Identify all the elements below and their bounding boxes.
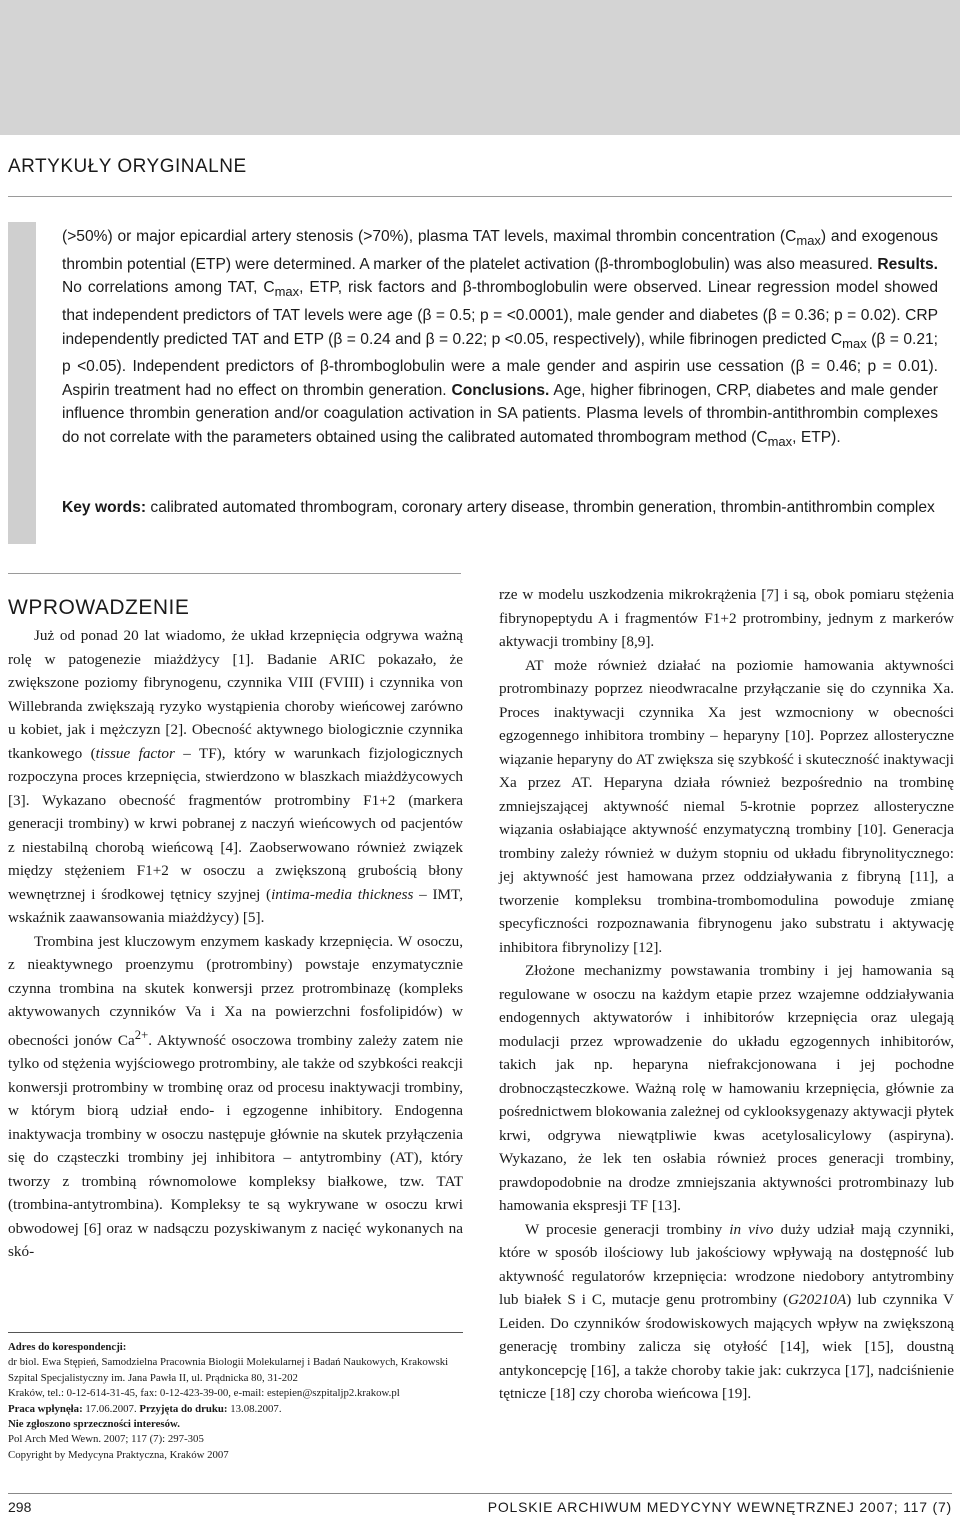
abstract-side-bar	[8, 222, 36, 544]
intro-heading: WPROWADZENIE	[8, 596, 190, 619]
page-number: 298	[8, 1499, 32, 1515]
results-label: Results.	[877, 255, 938, 273]
intro-paragraph-2: Trombina jest kluczowym enzymem kaskady krzepnięcia. W osoczu, z nieaktywnego proenzymu (protrombiny) powstaje enzymatycznie czynna trombina na skutek konwersji przez protrombinazę (kompleks aktywowanych czynników Va i Xa na powierzchni fosfolipidów) w obecności jonów $Ca^{2+}$. Aktywność osoczowa trombiny zależy zatem nie tylko od stężenia wyjściowego protrombiny, ale także od szybkości reakcji konwersji protrombiny w trombinę oraz od procesu inaktywacji trombiny, w którym biorą udział endo- i egzogenne inhibitory. Endogenna inaktywacja trombiny w osoczu następuje głównie na skutek przyłączenia się do cząsteczki trombiny jej inhibitora – antytrombiny (AT), który tworzy z trombiną równomolowe kompleksy białkowe, tzw. TAT (trombina-antytrombina). Kompleksy te są wykrywane w osoczu krwi obwodowej [6] oraz w nadsączu pozyskiwanym z nacięć wykonanych na skó-	[8, 932, 463, 1261]
left-column	[8, 624, 463, 1264]
intro-paragraph-5: Złożone mechanizmy powstawania trombiny i jej hamowania są regulowane w osoczu na każdym etapie przez wzajemne oddziaływania endogennych aktywatorów i inhibitorów krzepnięcia oraz ulegają modulacji przez wprowadzenie do układu egzogennych inhibitorów, takich jak np. heparyna niefrakcjonowana i jej pochodne drobnocząsteczkowe. Ważną rolę w hamowaniu krzepnięcia, głównie za pośrednictwem blokowania zależnej od cyklooksygenazy aktywacji płytek krwi, odgrywa niewątpliwie kwas acetylosalicylowy (aspiryna). Wykazano, że lek ten osłabia również proces generacji trombiny, prawdopodobnie na drodze zmniejszania aktywności protrombinazy lub hamowania ekspresji TF [13].	[499, 962, 954, 1214]
intro-paragraph-6: W procesie generacji trombiny in vivo duży udział mają czynniki, które w sposób ilościowy lub jakościowy wpływają na dostępność lub aktywność regulatorów krzepnięcia: wrodzone niedobory antytrombiny lub białek S i C, mutacje genu protrombiny (G20210A) lub czynnika V Leiden. Do czynników środowiskowych mających wpływ na zwiększoną generację trombiny zalicza się otyłość [14], wiek [15], doustną antykoncepcję [16], a także choroby takie jak: cukrzyca [17], nadciśnienie tętnicze [18] czy choroba wieńcowa [19].	[499, 1220, 954, 1402]
keywords: Key words: calibrated automated thrombogram, coronary artery disease, thrombin generation, thrombin-antithrombin complex	[62, 499, 935, 516]
right-column	[499, 583, 954, 1406]
abstract-text: (>50%) or major epicardial artery stenosis (>70%), plasma TAT levels, maximal thrombin concentration $(C_{max})$ and exogenous thrombin potential (ETP) were determined. A marker of the platelet activation (β-thromboglobulin) was also measured. Results. No correlations among TAT, $C_{max}$, ETP, risk factors and β-thromboglobulin were observed. Linear regression model showed that independent predictors of TAT levels were age (β = 0.5; p = <0.0001), male gender and diabetes (β = 0.36; p = 0.02). CRP independently predicted TAT and ETP (β = 0.24 and β = 0.22; p <0.05, respectively), while fibrinogen predicted $C_{max}$ (β = 0.21; p <0.05). Independent predictors of β-thromboglobulin were a male gender and aspirin use cessation (β = 0.46; p = 0.01). Aspirin treatment had no effect on thrombin generation. Conclusions. Age, higher fibrinogen, CRP, diabetes and male gender influence thrombin generation and/or coagulation activation in SA patients. Plasma levels of thrombin-antithrombin complexes do not correlate with the parameters obtained using the calibrated automated thrombogram method ($C_{max}$, ETP).	[62, 228, 939, 450]
section-label: ARTYKUŁY ORYGINALNE	[8, 156, 247, 177]
abstract-rule	[8, 196, 952, 197]
correspondence-footnote: Adres do korespondencji: dr biol. Ewa Stępień, Samodzielna Pracownia Biologii Molekularnej i Badań Naukowych, Krakowski Szpital Specjalistyczny im. Jana Pawła II, ul. Prądnicka 80, 31-202 Kraków, tel.: 0-12-614-31-45, fax: 0-12-423-39-00, e-mail: estepien@szpitaljp2.krakow.pl Praca wpłynęła: 17.06.2007. Przyjęta do druku: 13.08.2007. Nie zgłoszono sprzeczności interesów. Pol Arch Med Wewn. 2007; 117 (7): 297-305 Copyright by Medycyna Praktyczna, Kraków 2007	[8, 1341, 449, 1461]
journal-name: POLSKIE ARCHIWUM MEDYCYNY WEWNĘTRZNEJ 2007; 117 (7)	[487, 1499, 952, 1515]
footnote-rule	[8, 1332, 463, 1333]
intro-paragraph-4: AT może również działać na poziomie hamowania aktywności protrombinazy poprzez nieodwracalne przyłączanie się do czynnika Xa. Proces inaktywacji czynnika Xa jest wzmocniony w obecności egzogennego inhibitora trombiny – heparyny [10]. Poprzez allosteryczne wiązanie heparyny do AT zwiększa się szybkość i skuteczność inaktywacji Xa przez AT. Heparyna działa również bezpośrednio na trombinę zmniejszającej aktywność niemal 5-krotnie poprzez allosteryczne wiązania osłabiające aktywność enzymatyczną trombiny [10]. Generacja trombiny zależy również w dużym stopniu od układu fibrynolitycznego: jej aktywność jest hamowana przez oddziaływania z fibryną [11], a tworzenie kompleksu trombina-trombomodulina powoduje zmianę specyficzności rozpoznawania fibrynogenu jako substratu i aktywację inhibitora fibrynolizy [12].	[499, 656, 954, 956]
header-band	[0, 0, 960, 135]
correspondence-label: Adres do korespondencji:	[8, 1341, 127, 1353]
header-divider	[0, 135, 960, 138]
keywords-label: Key words:	[62, 499, 147, 516]
footer-rule	[8, 1493, 952, 1494]
intro-rule	[8, 573, 461, 574]
intro-paragraph-1: Już od ponad 20 lat wiadomo, że układ krzepnięcia odgrywa ważną rolę w patogenezie miażdżycy [1]. Badanie ARIC pokazało, że zwiększone poziomy fibrynogenu, czynnika VIII (FVIII) i czynnika von Willebranda zwiększają ryzyko wystąpienia choroby wieńcowej zarówno u kobiet, jak i mężczyzn [2]. Obecność aktywnego biologicznie czynnika tkankowego (tissue factor – TF), który w warunkach fizjologicznych rozpoczyna proces krzepnięcia, stwierdzono w blaszkach miażdżycowych [3]. Wykazano obecność fragmentów protrombiny F1+2 (markera generacji trombiny) w krwi pobranej z naczyń wieńcowych od pacjentów z niestabilną chorobą wieńcową [4]. Zaobserwowano również związek między stężeniem F1+2 w osoczu a zwiększoną grubością błony wewnętrznej i środkowej tętnicy szyjnej (intima-media thickness – IMT, wskaźnik zaawansowania miażdżycy) [5].	[8, 627, 464, 926]
intro-paragraph-3: rze w modelu uszkodzenia mikrokrążenia [7] i są, obok pomiaru stężenia fibrynopeptydu A i fragmentów F1+2 protrombiny, jednym z markerów aktywacji trombiny [8,9].	[499, 586, 954, 650]
conclusions-label: Conclusions.	[451, 381, 550, 399]
